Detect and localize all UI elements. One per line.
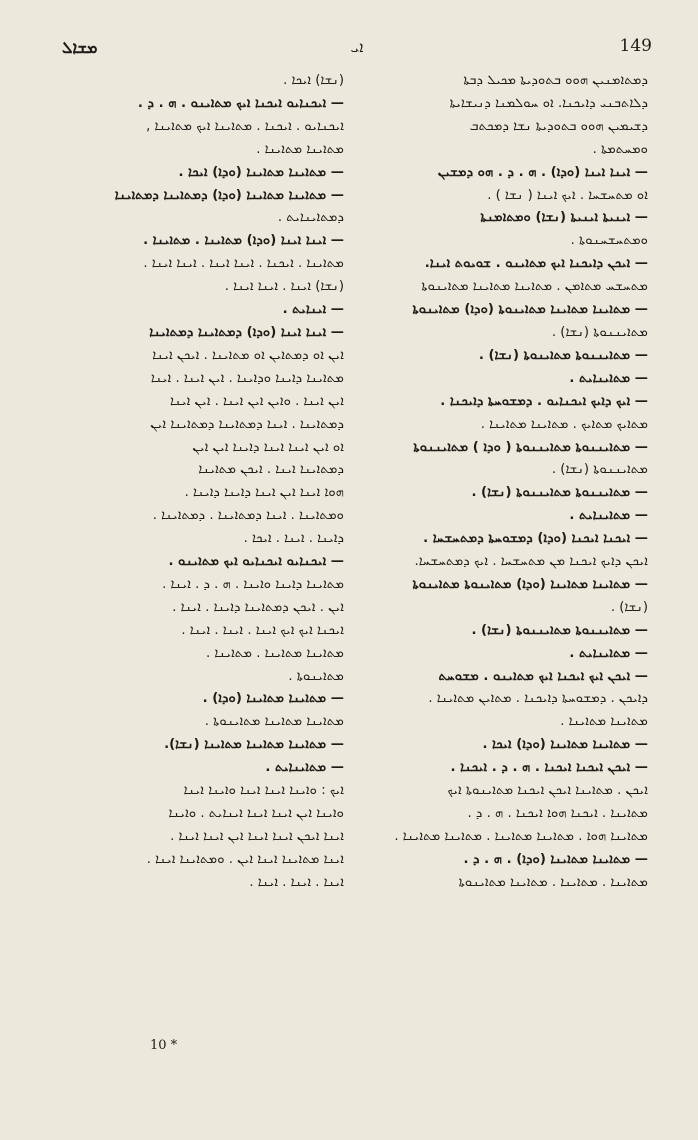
text-line: — ܐܝܟܢܐܝܘ ܐܝܟܢܐܝܘ ܐܝܟ ܡܬܐܝܢܘ . bbox=[168, 554, 344, 570]
text-line: ܘܡܬܚܫܚܢܘܬܐ . bbox=[570, 233, 648, 249]
text-line: ܐܝܢ . ܐܝܟܢ ܕܡܬܐܝܢܐ ܕܐܝܢܐ . ܐܝܢܐ . bbox=[172, 599, 344, 615]
text-line: ܕܡܬܐܝܢܐܝܬ . bbox=[277, 210, 344, 226]
text-line: ܡܬܐܝܢܐ ܕܐܝܢܐ ܘܐܝܢܐ . ܗ . ܕ . ܐܝܢܐ . bbox=[162, 576, 344, 592]
text-line: ܡܬܐܝܢܐ ܕܐܝܢܐ ܘܕܐܝܢܐ . ܐܝܢ ܐܝܢܐ . ܐܝܢܐ bbox=[150, 370, 344, 386]
text-line: — ܐܝܟܢܐ ܐܝܟܢܐ (ܘܕܐ) ܕܡܫܘܚܬܐ ܕܡܬܚܫܚܐ . bbox=[423, 531, 648, 547]
text-line: ܕܠܐܬܒܢܝ ܕܐܝܟܢܐ. ܐܘ ܚܘܠܡܢܐ ܕܢܝܫܐܝܬܐ bbox=[449, 95, 648, 111]
text-line: ܘܐܝܢܐ ܐܝܢ ܐܝܢܐ ܐܝܢܐ ܐܝܢܐܝܬ . ܘܐܝܢܐ bbox=[168, 806, 344, 821]
text-line: — ܡܬܐܝܢܐ ܡܬܐܝܢܐ (ܘܕܐ) ܕܡܬܐܝܢܐ ܕܡܬܐܝܢܐ bbox=[114, 187, 344, 203]
text-line: — ܐܝܢܐ ܐܝܢܐ (ܘܕܐ) ܕܡܬܐܝܢܐ ܕܡܬܐܝܢܐ bbox=[149, 324, 344, 340]
text-line: ܡܬܐܝܢܐ . ܐܝܟܢܐ . ܐܝܢܐ ܐܝܢܐ . ܐܝܢܐ ܐܝܢܐ . bbox=[143, 256, 344, 272]
text-line: ܐܝܢܐ ܐܝܟܢ ܐܝܢܐ ܐܝܢܐ ܐܝܢ ܐܝܢܐ ܐܝܢܐ . bbox=[170, 828, 344, 844]
text-line: — ܐܝܟܢ ܐܝܟ ܐܝܟܢܐ ܐܝܟ ܡܬܐܝܢܘ . ܡܫܘܚܬ bbox=[438, 668, 648, 684]
text-line: ܐܝܟ : ܘܐܝܢܐ ܐܝܢܐ ܐܝܢܐ ܘܐܝܢܐ ܐܝܢܐ bbox=[183, 783, 344, 799]
page-number: 149 bbox=[619, 36, 652, 56]
text-line: ܕܫܝܡܝܢ ܗܘܘ ܒܬܘܕܝܬܐ ܢܫܐ ܕܡܟܬܒ bbox=[469, 118, 648, 134]
text-line: ܡܬܐܝܢܐ ܡܬܐܝܢܐ . bbox=[256, 141, 344, 157]
text-line: ܐܝܢ ܐܝܢܐ . ܘܐܝܢ ܐܝܢ ܐܝܢܐ . ܐܝܢ ܐܝܢܐ bbox=[169, 393, 344, 409]
text-line: — ܐܝܟܢ ܕܐܝܟܢܐ ܐܝܟ ܡܬܐܝܢܘ . ܫܘܝܘܬ ܐܝܢܐ. bbox=[424, 256, 648, 272]
text-line: ܐܝܟܢܐ ܐܝܟ ܐܝܟ ܐܝܢܐ . ܐܝܢܐ . ܐܝܢܐ . bbox=[181, 622, 344, 638]
text-line: — ܡܬܐܝܢܢܘܬܐ ܡܬܐܝܢܢܘܬܐ (ܢܫܐ) . bbox=[471, 485, 648, 501]
text-line: — ܐܝܟܢ ܐܝܟܢܐ ܐܝܟܢܐ . ܗ . ܕ . ܐܝܟܢܐ . bbox=[450, 760, 648, 776]
text-line: ܡܬܐܝܢܢܘܬܐ (ܢܫܐ) . bbox=[551, 324, 648, 340]
text-line: ܡܬܐܝܢܐ . ܐܝܟܢܐ ܗܘܐ ܐܝܟܢܐ . ܗ . ܕ . bbox=[467, 806, 648, 821]
text-line: ܡܬܐܝܢܐ ܡܬܐܝܢܐ . ܡܬܐܝܢܐ . bbox=[206, 645, 344, 661]
text-line: ܡܬܐܝܢܐ . ܡܬܐܝܢܐ . ܡܬܐܝܢܐ ܡܬܐܝܢܘܬܐ bbox=[458, 874, 648, 890]
text-line: ܐܝܟܢܐܝܘ . ܐܝܟܢܐ . ܡܬܐܝܢܐ ܐܝܟ ܡܬܐܝܢܐ , bbox=[146, 118, 344, 134]
text-line: ܕܡܬܐܝܢܐ . ܐܝܢܐ ܕܡܬܐܝܢܐ ܕܡܬܐܝܢܐ ܐܝܢ bbox=[150, 416, 344, 432]
text-line: ܡܬܐܝܢܘܬܐ . bbox=[288, 668, 344, 684]
text-line: (ܢܫܐ) . bbox=[610, 599, 648, 615]
text-line: — ܐܝܟܢܐܝܘ ܐܝܟܢܐ ܐܝܟ ܡܬܐܝܢܘ . ܗ . ܕ . bbox=[137, 95, 344, 111]
text-line: — ܐܝܢܐܝܬ . bbox=[282, 302, 344, 318]
running-title: ܡܫܐܠ bbox=[62, 38, 98, 57]
text-line: ܕܐܝܢܐ . ܐܝܢܐ . ܐܝܟܐ . bbox=[243, 531, 344, 547]
text-line: — ܡܬܐܝܢܐ ܡܬܐܝܢܐ (ܘܕܐ) ܡܬܐܝܢܘܬܐ ܡܬܐܝܢܘܬܐ bbox=[412, 576, 648, 592]
text-line: ܡܬܐܝܢܐ ܡܬܐܝܢܐ ܡܬܐܝܢܘܬܐ . bbox=[204, 714, 344, 730]
text-line: ܐܝܟܢ . ܡܬܐܝܢܐ ܐܝܟܢ ܐܝܟܢܐ ܡܬܐܝܢܘܬܐ ܐܝܟ bbox=[447, 783, 648, 799]
text-line: ܐܘ ܐܝܢ ܐܝܢܐ ܐܝܢܐ ܕܐܝܢܐ ܐܝܢ ܐܝܢ bbox=[192, 439, 344, 455]
text-line: — ܡܬܐܝܢܢܘܬܐ ܡܬܐܝܢܘܬܐ (ܢܫܐ) . bbox=[478, 347, 648, 363]
text-line: ܕܡܬܐܡܢܝܢ ܗܘܘ ܒܬܘܕܝܬܐ ܡܟܝܠ ܕܒܬܐ bbox=[463, 73, 648, 88]
text-line: ܐܝܢ ܐܘ ܕܡܬܐܝܢ ܐܘ ܡܬܐܝܢܐ . ܐܝܟܢ ܐܝܢܐ bbox=[152, 347, 344, 363]
text-line: ܕܡܬܐܝܢܐ ܐܝܢܐ . ܐܝܟܢ ܡܬܐܝܢܐ bbox=[198, 462, 344, 478]
text-line: ܘܡܬܐܝܢܐ . ܐܝܢܐ ܕܡܬܐܝܢܐ . ܕܡܬܐܝܢܐ . bbox=[152, 508, 344, 524]
running-header bbox=[62, 36, 652, 62]
text-line: — ܡܬܐܝܢܐܝܬ . bbox=[569, 370, 648, 386]
text-line: — ܡܬܐܝܢܐ ܡܬܐܝܢܐ ܡܬܐܝܢܘܬܐ (ܘܕܐ) ܡܬܐܝܢܘܬܐ bbox=[412, 302, 648, 318]
text-line: ܡܬܐܝܢܐ ܡܬܐܝܢܐ . bbox=[560, 714, 648, 730]
left-column bbox=[62, 70, 344, 1070]
text-line: (ܢܫܐ) ܐܝܢܐ . ܐܝܢܐ ܐܝܢܐ . bbox=[224, 279, 344, 295]
text-line: — ܡܬܐܝܢܐ ܡܬܐܝܢܐ ܡܬܐܝܢܐ (ܢܫܐ). bbox=[164, 737, 344, 753]
text-line: ܗܘܐ ܐܝܢܐ ܐܝܢ ܐܝܢܐ ܕܐܝܢܐ ܕܐܝܢܐ . bbox=[184, 485, 344, 501]
text-line: — ܡܬܐܝܢܐ ܡܬܐܝܢܐ (ܘܕܐ) . bbox=[202, 691, 344, 707]
text-line: ܐܝܢܐ ܡܬܐܝܢܐ ܐܝܢܐ ܐܝܢ . ܘܡܬܐܝܢܐ ܐܝܢܐ . bbox=[146, 851, 344, 867]
text-columns bbox=[62, 70, 648, 1070]
text-line: — ܡܬܐܝܢܐ ܡܬܐܝܢܐ (ܘܕܐ) ܐܝܟܐ . bbox=[482, 737, 648, 753]
text-line: — ܡܬܐܝܢܢܘܬܐ ܡܬܐܝܢܢܘܬܐ ( ܘܕܐ ) ܡܬܐܝܢܢܘܬܐ bbox=[413, 439, 648, 455]
text-line: ܐܝܢܐ . ܐܝܢܐ . ܐܝܢܐ . bbox=[249, 874, 344, 890]
text-line: — ܡܬܐܝܢܐܝܬ . bbox=[569, 645, 648, 661]
text-line: — ܐܝܟ ܕܐܝܟ ܐܝܟܢܐܝܘ . ܕܡܫܘܚܬܐ ܕܐܝܟܢܐ . bbox=[440, 393, 648, 409]
signature-mark: 10 * bbox=[150, 1038, 178, 1053]
text-line: — ܡܬܐܝܢܐܝܬ . bbox=[265, 760, 344, 776]
text-line: — ܡܬܐܝܢܐܝܬ . bbox=[569, 508, 648, 524]
text-line: — ܐܝܢܐ ܐܝܢܐ (ܘܕܐ) ܡܬܐܝܢܐ . ܡܬܐܝܢܐ . bbox=[143, 233, 344, 249]
text-line: ܡܬܐܝܢܐ ܗܘܐ . ܡܬܐܝܢܐ ܡܬܐܝܢܐ . ܡܬܐܝܢܐ ܡܬܐܝܢܐ . bbox=[394, 828, 648, 844]
text-line: ܐܘ ܡܬܚܫܚܐ . ܐܝܟ ܐܝܢܐ ( ܢܫܐ ) . bbox=[487, 187, 648, 203]
text-line: ܐܝܟܢ ܕܐܝܟ ܐܝܟܢܐ ܡܢ ܡܬܚܫܚܐ . ܐܝܟ ܕܡܬܚܫܚܐ. bbox=[414, 554, 648, 570]
text-line: — ܡܬܐܝܢܢܘܬܐ ܡܬܐܝܢܢܘܬܐ (ܢܫܐ) . bbox=[471, 622, 648, 638]
text-line: ܡܬܐܝܟ ܡܬܐܝܟ . ܡܬܐܝܢܐ ܡܬܐܝܢܐ . bbox=[480, 416, 648, 432]
text-line: ܕܐܝܟܢ . ܕܡܫܘܚܬܐ ܕܐܝܟܢܐ . ܡܬܐܝܢ ܡܬܐܝܢܐ . bbox=[428, 691, 648, 707]
text-line: — ܡܬܐܝܢܐ ܡܬܐܝܢܐ (ܘܕܐ) . ܗ . ܕ . bbox=[463, 851, 648, 867]
text-line: (ܢܫܐ) ܐܝܟܐ . bbox=[283, 73, 344, 88]
text-line: — ܐܝܢܐ ܐܝܢܐ (ܘܕܐ) . ܗ . ܕ . ܗܘ ܕܡܫܝܢ bbox=[437, 164, 648, 180]
text-line: — ܐܝܢܝܬܐ ܐܝܢܝܬܐ (ܢܫܐ) ܘܡܬܐܡܢܬܐ bbox=[480, 210, 648, 226]
text-line: — ܡܬܐܝܢܐ ܡܬܐܝܢܐ (ܘܕܐ) ܐܝܟܐ . bbox=[178, 164, 344, 180]
text-line: ܘܡܚܬܡܬܐ . bbox=[592, 141, 648, 157]
text-line: ܡܬܚܫܚ ܡܬܐܡܢ . ܡܬܐܝܢܐ ܡܬܐܝܢܐ ܡܬܐܝܢܘܬܐ bbox=[421, 279, 648, 295]
right-column bbox=[366, 70, 648, 1070]
text-line: ܡܬܐܝܢܢܘܬܐ (ܢܫܐ) . bbox=[551, 462, 648, 478]
section-letter: ܐܝ bbox=[350, 38, 364, 56]
